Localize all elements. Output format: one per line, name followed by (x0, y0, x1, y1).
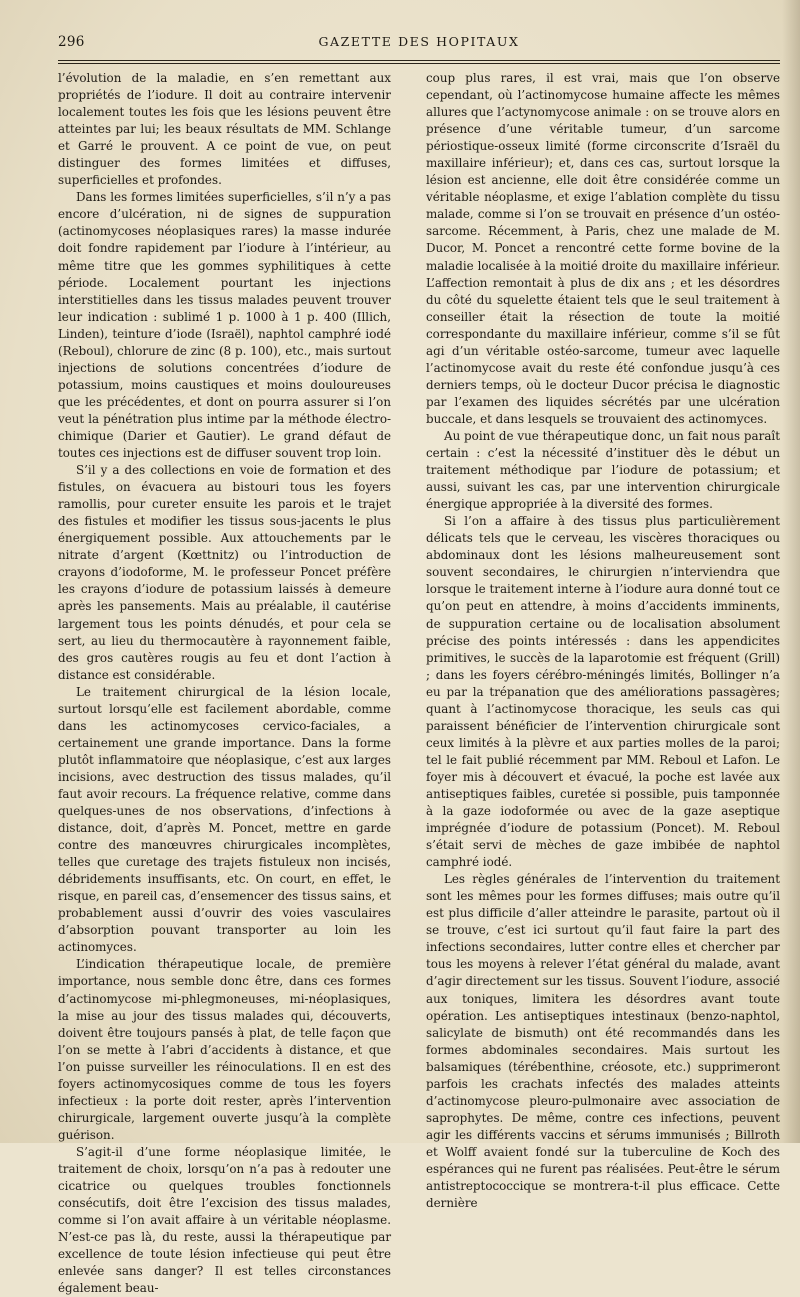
journal-title: GAZETTE DES HOPITAUX (318, 34, 520, 49)
paragraph: S’agit-il d’une forme néoplasique limitée, le traitement de choix, lorsqu’on n’a pas à redouter une cicatrice ou quelques troubles fonctionnels consécutifs, doit être l’excision des tissus malades, comme si l’on avait affaire à un véritable néoplasme. N’est-ce pas là, du reste, aussi la thérapeutique par excellence de toute lésion infectieuse qui peut être enlevée sans danger? Il est telles circonstances également beau- (58, 1144, 391, 1296)
paragraph: Dans les formes limitées superficielles, s’il n’y a pas encore d’ulcération, ni de signes de suppuration (actinomycoses néoplasiques rares) la masse indurée doit fondre rapidement par l’iodure à l’intérieur, au même titre que les gommes syphilitiques à cette période. Localement pourtant les injections interstitielles dans les tissus malades peuvent trouver leur indication : sublimé 1 p. 1000 à 1 p. 400 (Illich, Linden), teinture d’iode (Israël), naphtol camphré iodé (Reboul), chlorure de zinc (8 p. 100), etc., mais surtout injections de solutions concentrées d’iodure de potassium, moins caustiques et moins douloureuses que les précédentes, et dont on pourra assurer si l’on veut la pénétration plus intime par la méthode électro-chimique (Darier et Gautier). Le grand défaut de toutes ces injections est de diffuser souvent trop loin. (58, 190, 391, 461)
paragraph: S’il y a des collections en voie de formation et des fistules, on évacuera au bistouri tous les foyers ramollis, pour cureter ensuite les parois et le trajet des fistules et modifier les tissus sous-jacents le plus énergiquement possible. Aux attouchements par le nitrate d’argent (Kœttnitz) ou l’introduction de crayons d’iodoforme, M. le professeur Poncet préfère les crayons d’iodure de potassium laissés à demeure après les pansements. Mais au préalable, il cautérise largement tous les points dénudés, et pour cela se sert, au lieu du thermocautère à rayonnement faible, des gros cautères rougis au feu et dont l’action à distance est considérable. (58, 463, 391, 682)
paragraph: Au point de vue thérapeutique donc, un fait nous paraît certain : c’est la nécessité d’instituer dès le début un traitement méthodique par l’iodure de potassium; et aussi, suivant les cas, par une intervention chirurgicale énergique appropriée à la diversité des formes. (426, 428, 780, 512)
paragraph: Le traitement chirurgical de la lésion locale, surtout lorsqu’elle est facilement abordable, comme dans les actinomycoses cervico-faciales, a certainement une grande importance. Dans la forme plutôt inflammatoire que néoplasique, c’est aux larges incisions, avec destruction des tissus malades, qu’il faut avoir recours. La fréquence relative, comme dans quelques-unes de nos observations, d’infections à distance, doit, d’après M. Poncet, mettre en garde contre des manœuvres chirurgicales incomplètes, telles que curetage des trajets fistuleux non incisés, débridements insuffisants, etc. On court, en effet, le risque, en pareil cas, d’ensemencer des tissus sains, et probablement aussi d’ouvrir des voies vasculaires d’absorption pouvant transporter au loin les actinomyces. (58, 684, 391, 955)
page-number: 296 (58, 34, 85, 50)
page-header (58, 34, 780, 58)
header-rule-thin (58, 63, 780, 64)
right-column (426, 70, 780, 1212)
page-edge-shadow (782, 0, 800, 1143)
left-column (58, 70, 391, 1297)
paragraph: l’évolution de la maladie, en s’en remettant aux propriétés de l’iodure. Il doit au contraire intervenir localement toutes les fois que les lésions peuvent être atteintes par lui; les beaux résultats de MM. Schlange et Garré le prouvent. A ce point de vue, on peut distinguer des formes limitées et diffuses, superficielles et profondes. (58, 71, 391, 188)
header-rule (58, 60, 780, 61)
paragraph: Si l’on a affaire à des tissus plus particulièrement délicats tels que le cerveau, les viscères thoraciques ou abdominaux dont les lésions malheureusement sont souvent secondaires, le chirurgien n’interviendra que lorsque le traitement interne à l’iodure aura donné tout ce qu’on peut en attendre, à moins d’accidents imminents, de suppuration certaine ou de localisation absolument précise des points intéressés : dans les appendicites primitives, le succès de la laparotomie est fréquent (Grill) ; dans les foyers cérébro-méningés limités, Bollinger n’a eu par la trépanation que des améliorations passagères; quant à l’actinomycose thoracique, les seuls cas qui paraissent bénéficier de l’intervention chirurgicale sont ceux limités à la plèvre et aux parties molles de la paroi; tel le fait publié récemment par MM. Reboul et Lafon. Le foyer mis à découvert et évacué, la poche est lavée aux antiseptiques faibles, curetée si possible, puis tamponnée à la gaze iodoformée ou avec de la gaze aseptique imprégnée d’iodure de potassium (Poncet). M. Reboul s’était servi de mèches de gaze imbibée de naphtol camphré iodé. (426, 514, 780, 870)
paragraph: L’indication thérapeutique locale, de première importance, nous semble donc être, dans ces formes d’actinomycose mi-phlegmoneuses, mi-néoplasiques, la mise au jour des tissus malades qui, découverts, doivent être toujours pansés à plat, de telle façon que l’on se mette à l’abri d’accidents à distance, et que l’on puisse surveiller les réinoculations. Il en est des foyers actinomycosiques comme de tous les foyers infectieux : la porte doit rester, après l’intervention chirurgicale, largement ouverte jusqu’à la complète guérison. (58, 957, 391, 1142)
paragraph: Les règles générales de l’intervention du traitement sont les mêmes pour les formes diffuses; mais outre qu’il est plus difficile d’aller atteindre le parasite, partout où il se trouve, c’est ici surtout qu’il faut faire la part des infections secondaires, lutter contre elles et chercher par tous les moyens à relever l’état général du malade, avant d’agir directement sur les tissus. Souvent l’iodure, associé aux toniques, limitera les désordres avant toute opération. Les antiseptiques intestinaux (benzo-naphtol, salicylate de bismuth) ont été recommandés dans les formes abdominales secondaires. Mais surtout les balsamiques (térébenthine, créosote, etc.) supprimeront parfois les crachats infectés des malades atteints d’actinomycose pleuro-pulmonaire avec association de saprophytes. De même, contre ces infections, peuvent agir les différents vaccins et sérums immunisés ; Billroth et Wolff avaient fondé sur la tuberculine de Koch des espérances qui ne furent pas réalisées. Peut-être le sérum antistreptococcique se montrera-t-il plus efficace. Cette dernière (426, 872, 780, 1211)
paragraph: coup plus rares, il est vrai, mais que l’on observe cependant, où l’actinomycose humaine affecte les mêmes allures que l’actynomycose animale : on se trouve alors en présence d’une véritable tumeur, d’un sarcome périostique-osseux limité (forme circonscrite d’Israël du maxillaire inférieur); et, dans ces cas, surtout lorsque la lésion est ancienne, elle doit être considérée comme un véritable néoplasme, et exige l’ablation complète du tissu malade, comme si l’on se trouvait en présence d’un ostéo-sarcome. Récemment, à Paris, chez une malade de M. Ducor, M. Poncet a rencontré cette forme bovine de la maladie localisée à la moitié droite du maxillaire inférieur. L’affection remontait à plus de dix ans ; et les désordres du côté du squelette étaient tels que le seul traitement à conseiller était la résection de toute la moitié correspondante du maxillaire inférieur, comme s’il se fût agi d’un véritable ostéo-sarcome, tumeur avec laquelle l’actinomycose avait du reste été confondue jusqu’à ces derniers temps, où le docteur Ducor précisa le diagnostic par l’examen des liquides sécrétés par une ulcération buccale, et dans lesquels se trouvaient des actinomyces. (426, 71, 780, 426)
